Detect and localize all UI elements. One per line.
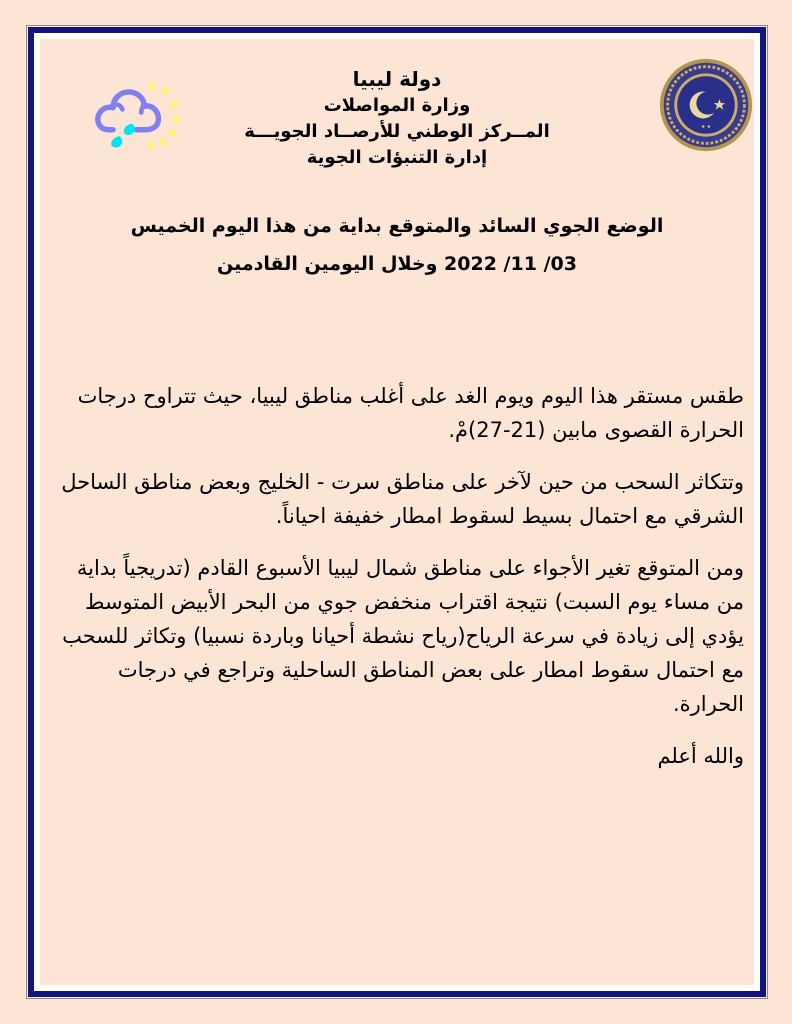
svg-text:★ ★: ★ ★	[700, 125, 712, 131]
closing-phrase: والله أعلم	[657, 744, 744, 768]
paragraph-current-weather: طقس مستقر هذا اليوم ويوم الغد على أغلب مناطق ليبيا، حيث تتراوح درجات الحرارة القصوى مابين (21-27)مْ.	[77, 384, 744, 442]
headline-line-2: 03/ 11/ 2022 وخلال اليومين القادمين	[217, 253, 577, 275]
document-content	[40, 39, 754, 985]
department-name: إدارة التنبؤات الجوية	[306, 147, 488, 168]
center-name: المــركز الوطني للأرصــاد الجويـــة	[244, 121, 550, 142]
state-name: دولة ليبيا	[352, 67, 442, 91]
ministry-name: وزارة المواصلات	[323, 95, 471, 116]
paragraph-next-week: ومن المتوقع تغير الأجواء على مناطق شمال ليبيا الأسبوع القادم (تدريجياً بداية من مساء يوم السبت) نتيجة اقتراب منخفض جوي من البحر الأبيض المتوسط يؤدي إلى زيادة في سرعة الرياح(رياح نشطة أحيانا وباردة نسبيا) وتكاثر للسحب مع احتمال سقوط امطار على بعض المناطق الساحلية وتراجع في درجات الحرارة.	[62, 556, 744, 716]
headline-line-1: الوضع الجوي السائد والمتوقع بداية من هذا اليوم الخميس	[130, 215, 664, 237]
paragraph-clouds: وتتكاثر السحب من حين لآخر على مناطق سرت - الخليج وبعض مناطق الساحل الشرقي مع احتمال بسيط لسقوط امطار خفيفة احياناً.	[61, 470, 744, 528]
letterhead	[40, 65, 754, 171]
forecast-body	[48, 379, 744, 791]
forecast-headline	[40, 207, 754, 283]
